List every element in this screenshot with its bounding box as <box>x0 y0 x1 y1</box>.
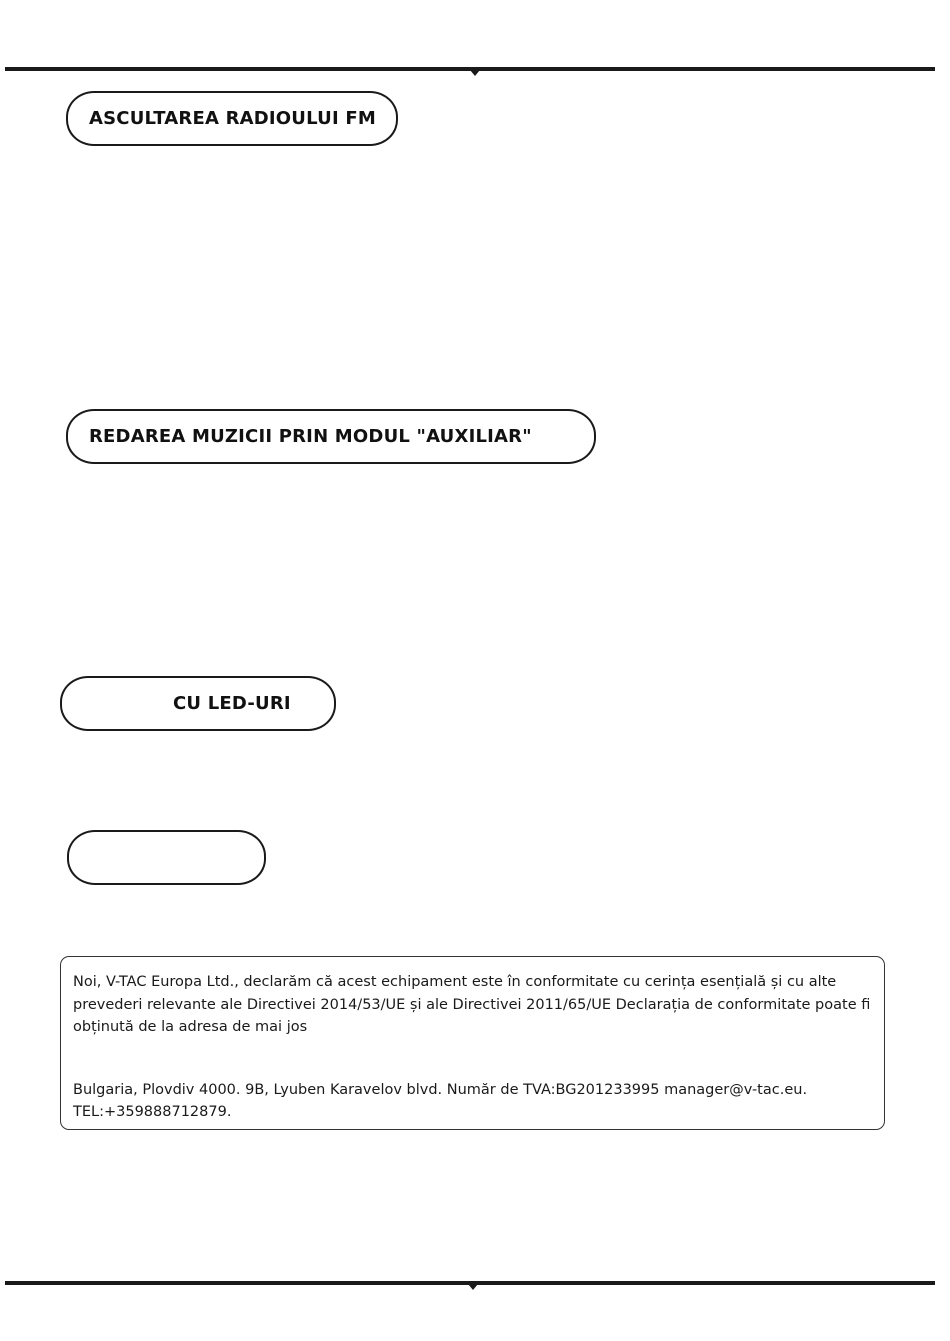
declaration-spacer <box>73 1039 872 1079</box>
section-heading-aux-mode <box>66 409 596 464</box>
section-heading-fm-radio <box>66 91 398 146</box>
top-divider-notch <box>470 70 480 76</box>
section-heading-label: CU LED-URI <box>173 693 291 714</box>
bottom-divider-notch <box>468 1284 478 1290</box>
section-heading-label: REDAREA MUZICII PRIN MODUL "AUXILIAR" <box>89 426 532 447</box>
declaration-statement: Noi, V-TAC Europa Ltd., declarăm că acest echipament este în conformitate cu cerința esențială și cu alte prevederi relevante ale Directivei 2014/53/UE și ale Directivei 2011/65/UE Declarația de conformitate poate fi obținută de la adresa de mai jos <box>73 974 871 1035</box>
declaration-address: Bulgaria, Plovdiv 4000. 9B, Lyuben Karavelov blvd. Număr de TVA:BG201233995 manager@v-tac.eu. TEL:+359888712879. <box>73 1081 808 1120</box>
section-heading-label: ASCULTAREA RADIOULUI FM <box>89 108 376 129</box>
section-heading-empty <box>67 830 266 885</box>
declaration-of-conformity-box <box>60 956 885 1130</box>
section-heading-led <box>60 676 336 731</box>
